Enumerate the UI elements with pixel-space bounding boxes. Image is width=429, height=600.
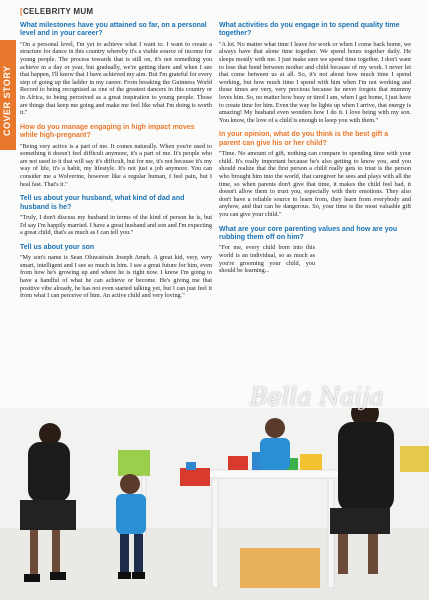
answer-3: "Truly, I don't discuss my husband in terms of the kind of person he is, but I'd say I'm happily married. I have a great husband and son and I'm expecting a great child, that's as much as I can tell you." (20, 213, 212, 237)
answer-4: "My son's name is Sean Oluwatosin Joseph Ameh. A great kid, very, very smart, intelligent and I see so much in him. I see a great future for him, even from how he's growing up and where he is right now. I know I'm going to have a handful of what he can achieve or become. He's giving me that positive vibe already, he has not even started talking yet, but I can just feel it from what I can perceive of him. An active child and very loving." (20, 254, 212, 300)
answer-6: "Time. No amount of gift, nothing can compare to spending time with your child. It's really important because he's also getting to know you, and you should realize that the first person a child really gets to trust is the person who brought him into the world, that caregiver he sees and plays with all the time, so when parents don't give that time, it makes the child feel bad, it doesn't allow them to trust you, especially with their emotions. They also don't have a reliable source to learn from, they learn from everybody and anyhow, and that can be dangerous. So, your time is the most valuable gift you can give your child." (219, 150, 411, 218)
answer-5: "A lot. No matter what time I leave for work or when I come back home, we always have that alone time together. We spend hours together daily. He sleeps mostly with me. I just make sure we spend time together. I don't want to lose that bond between mother and child because of my work. I never let that come between us at all. So, it's not about how much time I spend working, but how much time I spend with him when I'm not working and those times are very, very precious because he never forgets that mummy loves him. So, no matter how busy or tired I am, when I get home, I just have to create time for him. Even the way he lights up when I arrive, that energy is amazing! My husband even wonders how I do it. I love being with my son. You know, the love of a child is enough to keep you with them." (219, 40, 411, 124)
question-6: In your opinion, what do you think is the best gift a parent can give his or her child? (219, 131, 389, 147)
question-2: How do you manage engaging in high impact moves while high-pregnant? (20, 123, 195, 140)
cover-story-tab (0, 40, 16, 150)
section-tag: [CELEBRITY MUM (20, 7, 94, 16)
question-5: What activities do you engage in to spend quality time together? (219, 22, 400, 38)
section-label: CELEBRITY MUM (22, 7, 94, 16)
question-3: Tell us about your husband, what kind of dad and husband is he? (20, 195, 185, 211)
watermark: Bella Naija (250, 383, 384, 411)
side-tab-label: COVER STORY (2, 65, 12, 136)
family-photo (0, 408, 429, 600)
right-column (219, 22, 411, 282)
left-column (20, 22, 212, 307)
question-7: What are your core parenting values and how are you rubbing them off on him? (219, 225, 398, 241)
answer-2: "Being very active is a part of me. It comes naturally. When you're used to something it doesn't feel difficult anymore, it's a part of me. It's people who are not used to it that will say it's difficult, but for me, it's not because it's my way of life, it's a habit, my lifestyle. It's not just a job anymore. You can consider me a Wolverine, however like a regular human, I feel pain, but I heal fast. That's it." (20, 142, 212, 188)
question-4: Tell us about your son (20, 243, 95, 251)
answer-7: "For me, every child born into this world is an individual, so as much as you're grooming your child, you should be learning... (219, 244, 315, 275)
question-1: What milestones have you attained so far, on a personal level and in your career? (20, 22, 207, 38)
answer-1: "On a personal level, I'm yet to achieve what I want to. I want to create a structure for dance in this country whereby it's a viable source of income for young people. The process towards that is still on, it's not something you achieve in a day or year, but gradually, we're getting there and when I see that happen, I'll know that I have achieved my aim. But I'm grateful for every step of going up the ladder in my career. From breaking the Guinness World Record to being recognised as one of the greatest dancers in this country or in Africa, to being perceived as a great inspiration to young people. Those are things that keep me going and make me feel like what I'm doing is worth it." (20, 40, 212, 117)
